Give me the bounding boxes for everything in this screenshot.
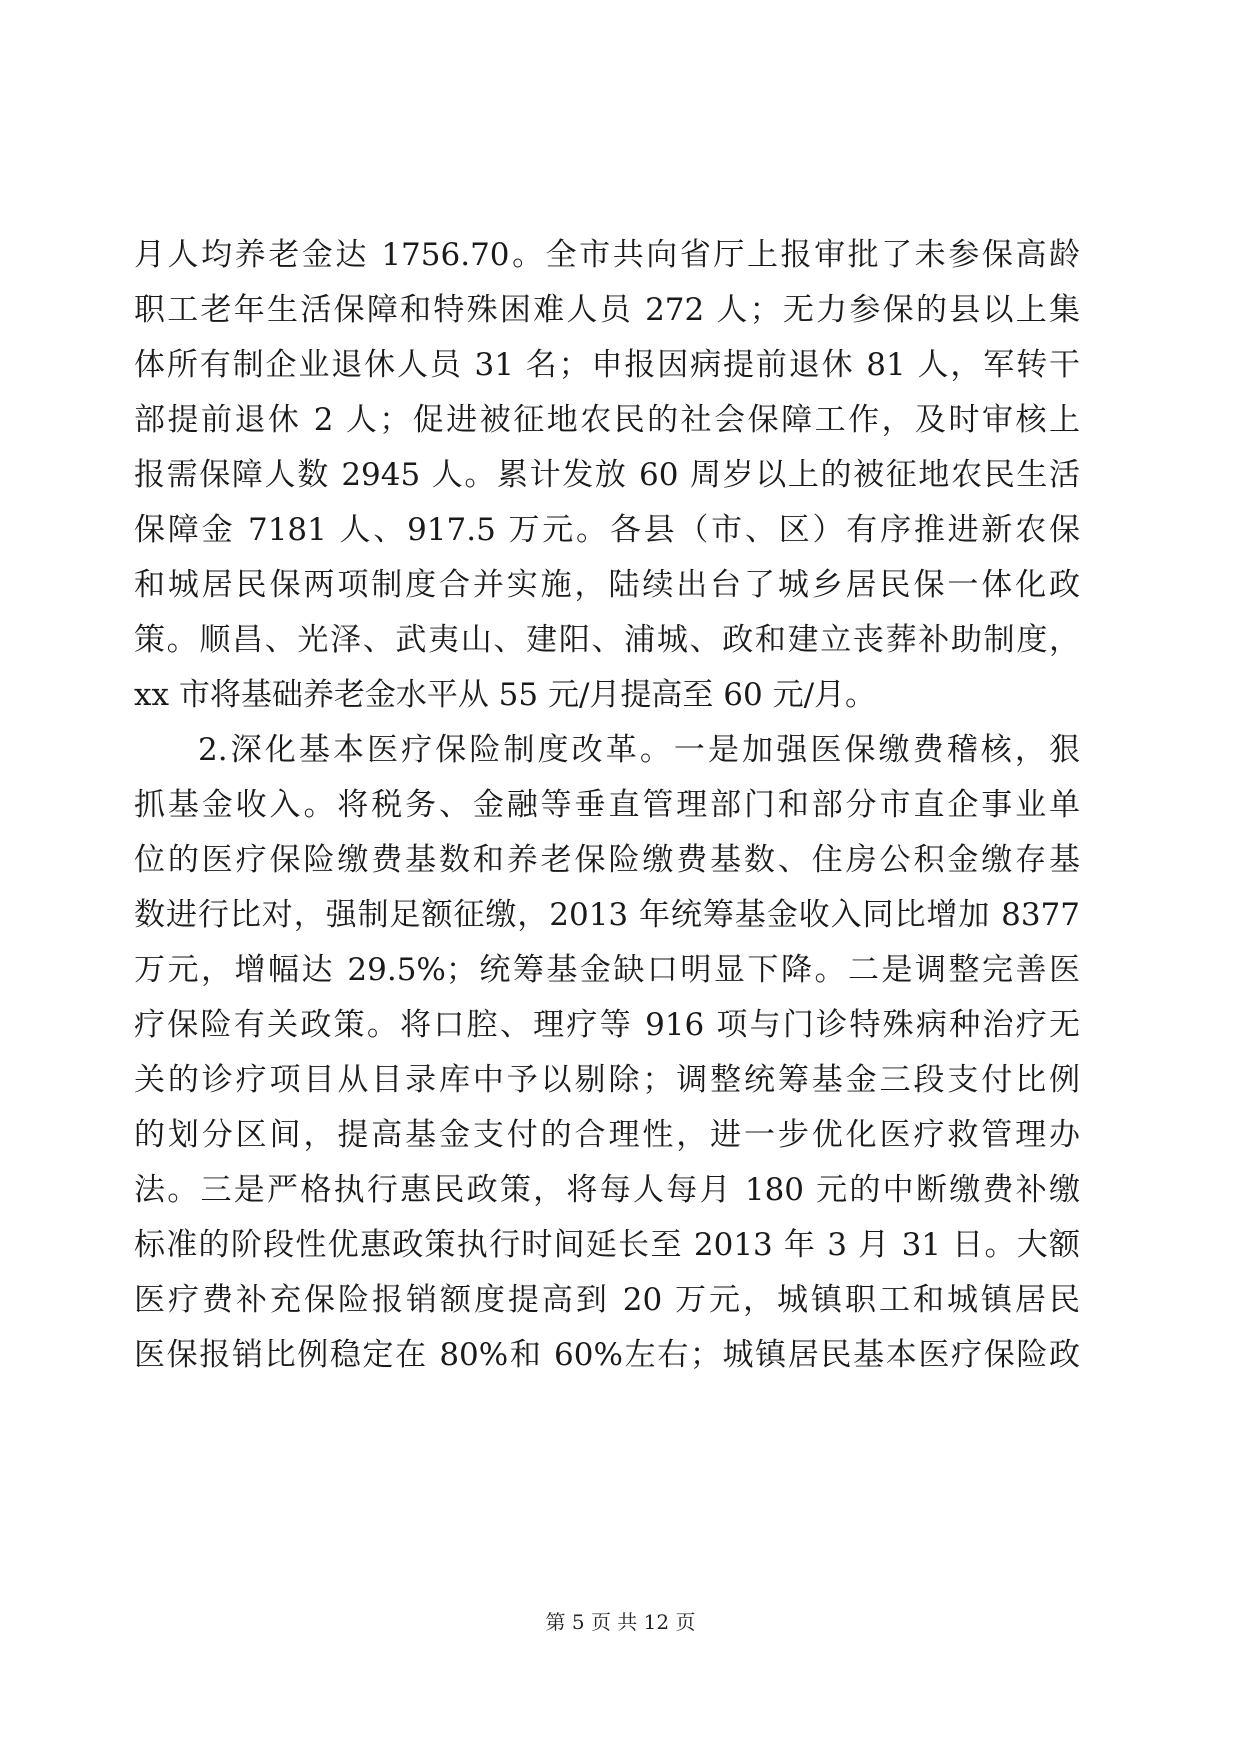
text-line: 关的诊疗项目从目录库中予以剔除；调整统筹基金三段支付比例: [134, 1062, 1080, 1098]
text-line: 标准的阶段性优惠政策执行时间延长至 2013 年 3 月 31 日。大额: [134, 1227, 1080, 1263]
text-line: 医疗费补充保险报销额度提高到 20 万元，城镇职工和城镇居民: [134, 1282, 1080, 1318]
text-line: 和城居民保两项制度合并实施，陆续出台了城乡居民保一体化政: [134, 567, 1080, 603]
text-line: 报需保障人数 2945 人。累计发放 60 周岁以上的被征地农民生活: [134, 457, 1080, 493]
text-line: 部提前退休 2 人；促进被征地农民的社会保障工作，及时审核上: [134, 402, 1080, 438]
page-footer: [0, 1608, 1241, 1636]
text-line: 抓基金收入。将税务、金融等垂直管理部门和部分市直企事业单: [134, 787, 1080, 823]
text-line: 职工老年生活保障和特殊困难人员 272 人；无力参保的县以上集: [134, 292, 1080, 328]
text-line: 保障金 7181 人、917.5 万元。各县（市、区）有序推进新农保: [134, 512, 1080, 548]
text-line: 疗保险有关政策。将口腔、理疗等 916 项与门诊特殊病种治疗无: [134, 1007, 1080, 1043]
text-line: 数进行比对，强制足额征缴，2013 年统筹基金收入同比增加 8377: [134, 897, 1080, 933]
text-line: 策。顺昌、光泽、武夷山、建阳、浦城、政和建立丧葬补助制度，: [134, 622, 1080, 658]
text-line: 医保报销比例稳定在 80%和 60%左右；城镇居民基本医疗保险政: [134, 1337, 1080, 1373]
text-line: 月人均养老金达 1756.70。全市共向省厅上报审批了未参保高龄: [134, 237, 1080, 273]
text-line: xx 市将基础养老金水平从 55 元/月提高至 60 元/月。: [134, 677, 877, 713]
text-line: 体所有制企业退休人员 31 名；申报因病提前退休 81 人，军转干: [134, 347, 1080, 383]
text-line: 的划分区间，提高基金支付的合理性，进一步优化医疗救管理办: [134, 1117, 1080, 1153]
text-line: 万元，增幅达 29.5%；统筹基金缺口明显下降。二是调整完善医: [134, 952, 1080, 988]
page-number-label: 第 5 页 共 12 页: [545, 1610, 696, 1634]
text-line: 2.深化基本医疗保险制度改革。一是加强医保缴费稽核，狠: [198, 732, 1080, 768]
text-line: 位的医疗保险缴费基数和养老保险缴费基数、住房公积金缴存基: [134, 842, 1080, 878]
text-line: 法。三是严格执行惠民政策，将每人每月 180 元的中断缴费补缴: [134, 1172, 1080, 1208]
body-text: [134, 228, 1080, 1383]
